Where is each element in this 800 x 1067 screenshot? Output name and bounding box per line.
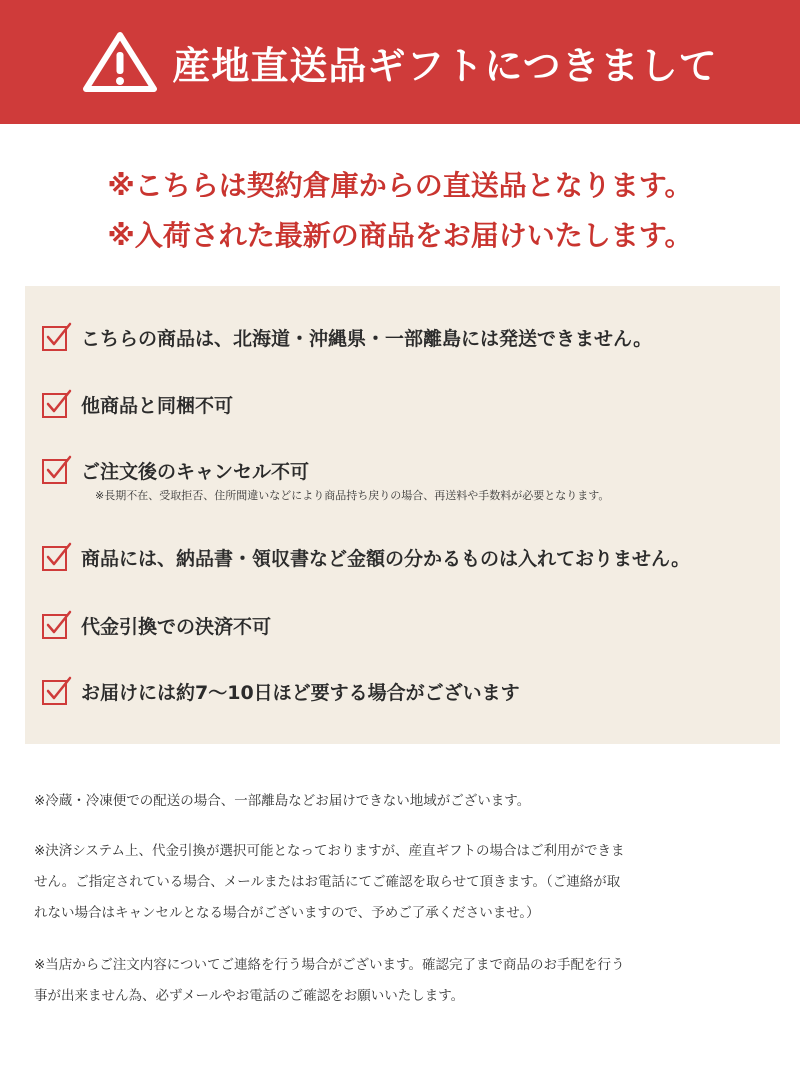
condition-item [41, 322, 652, 352]
condition-label: 代金引換での決済不可 [81, 615, 272, 638]
condition-label: お届けには約7〜10日ほど要する場合がございます [81, 681, 520, 704]
footnote-line: れない場合はキャンセルとなる場合がございますので、予めご了承くださいませ。） [34, 905, 540, 921]
footnote-line: ※冷蔵・冷凍便での配送の場合、一部離島などお届けできない地域がございます。 [34, 793, 531, 809]
checkbox-checked-icon [41, 676, 73, 706]
notice-direct-shipping: ※こちらは契約倉庫からの直送品となります。 [107, 169, 693, 202]
checkbox-checked-icon [41, 389, 73, 419]
footnote-refrigerated [34, 786, 779, 817]
condition-item [41, 455, 610, 502]
footnote-line: 事が出来ません為、必ずメールやお電話のご確認をお願いいたします。 [34, 988, 465, 1004]
condition-label: 他商品と同梱不可 [81, 394, 234, 417]
condition-item [41, 542, 690, 572]
page-title: 産地直送品ギフトにつきまして [172, 43, 718, 88]
checkbox-checked-icon [41, 322, 73, 352]
conditions-panel [25, 286, 780, 744]
warning-triangle-icon [82, 30, 158, 94]
footnote-contact [34, 950, 779, 1012]
checkbox-checked-icon [41, 542, 73, 572]
condition-item [41, 389, 233, 419]
condition-label: 商品には、納品書・領収書など金額の分かるものは入れておりません。 [81, 547, 691, 570]
footnote-payment [34, 836, 779, 929]
header-banner [0, 0, 800, 124]
condition-label: こちらの商品は、北海道・沖縄県・一部離島には発送できません。 [81, 327, 653, 350]
footnote-line: せん。ご指定されている場合、メールまたはお電話にてご確認を取らせて頂きます。（ご連絡が取 [34, 874, 621, 890]
notice-latest-products: ※入荷された最新の商品をお届けいたします。 [107, 219, 693, 252]
checkbox-checked-icon [41, 610, 73, 640]
footnote-line: ※決済システム上、代金引換が選択可能となっておりますが、産直ギフトの場合はご利用ができま [34, 843, 625, 859]
condition-item [41, 676, 520, 706]
condition-note: ※長期不在、受取拒否、住所間違いなどにより商品持ち戻りの場合、再送料や手数料が必要となります。 [95, 489, 610, 502]
condition-label: ご注文後のキャンセル不可 [81, 460, 310, 483]
condition-item [41, 610, 271, 640]
footnote-line: ※当店からご注文内容についてご連絡を行う場合がございます。確認完了まで商品のお手配を行う [34, 957, 625, 973]
checkbox-checked-icon [41, 455, 73, 485]
